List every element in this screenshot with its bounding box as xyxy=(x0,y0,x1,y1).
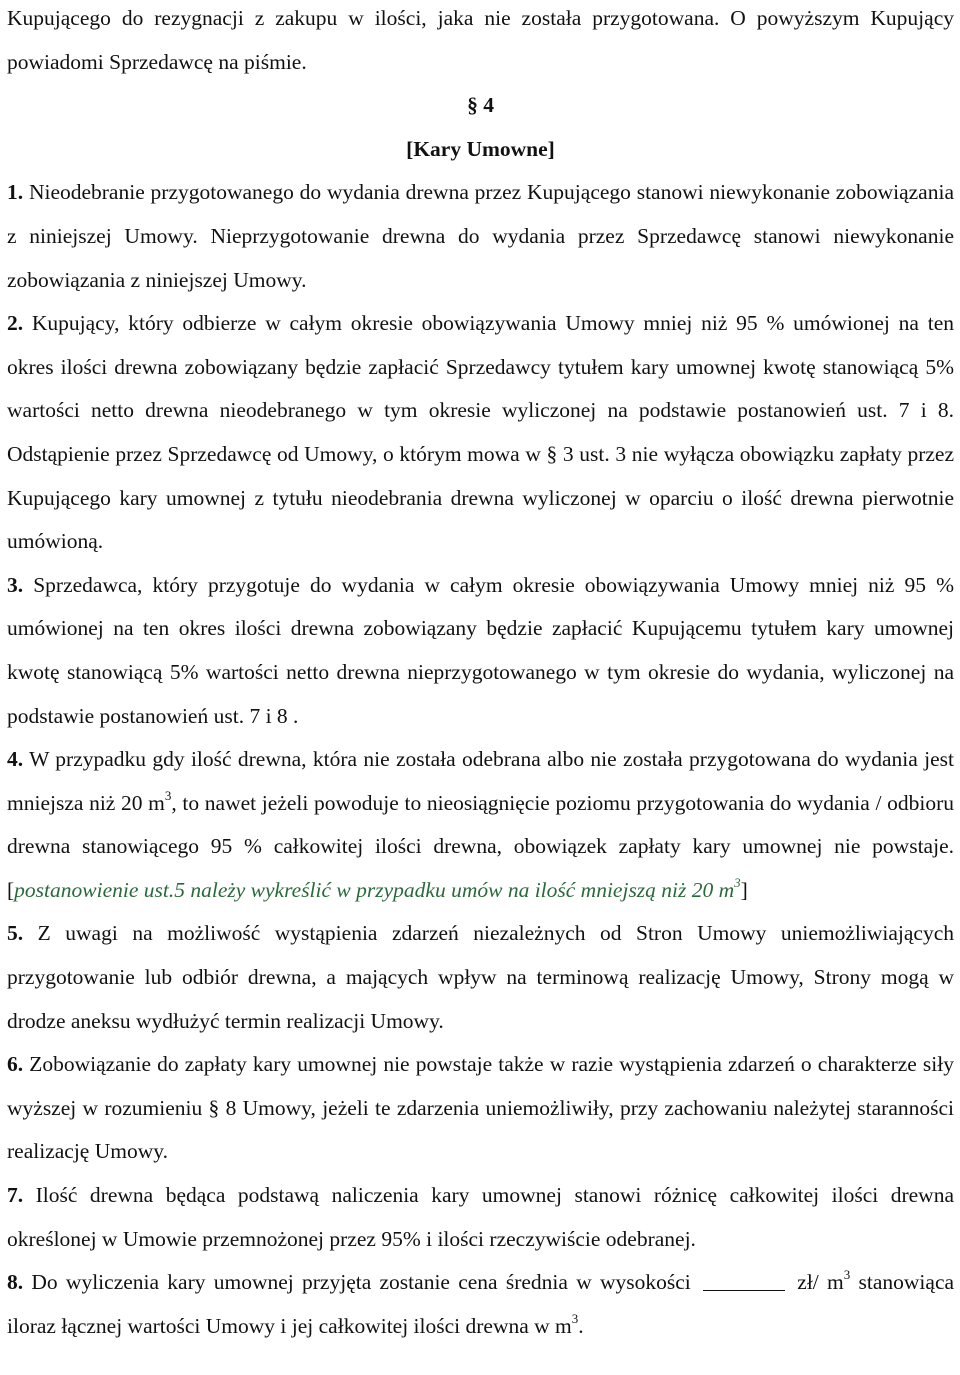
price-unit: zł/ m xyxy=(797,1270,844,1295)
paragraph-text: Kupujący, który odbierze w całym okresie obowiązywania Umowy mniej niż 95 % umówionej na ten okres ilości drewna zobowiązany będzie zapłacić Sprzedawcy tytułem kary umownej kwotę stanowiącą 5% wartości netto drewna nieodebranego w tym okresie wyliczonej na podstawie postanowień ust. 7 i 8. Odstąpienie przez Sprzedawcę od Umowy, o którym mowa w § 3 ust. 3 nie wyłącza obowiązku zapłaty przez Kupującego kary umownej z tytułu nieodebrania drewna wyliczonej w oparciu o ilość drewna pierwotnie umówioną. xyxy=(7,311,954,554)
paragraph-number: 8. xyxy=(7,1270,24,1295)
paragraph-number: 2. xyxy=(7,311,24,336)
paragraph-5 xyxy=(7,912,954,1043)
editorial-note-open: [ xyxy=(7,877,15,902)
superscript: 3 xyxy=(164,787,172,803)
paragraph-number: 5. xyxy=(7,921,24,946)
section-number: § 4 xyxy=(467,93,494,118)
paragraph-number: 6. xyxy=(7,1052,24,1077)
paragraph-text: Zobowiązanie do zapłaty kary umownej nie powstaje także w razie wystąpienia zdarzeń o charakterze siły wyższej w rozumieniu § 8 Umowy, jeżeli te zdarzenia uniemożliwiły, przy zachowaniu należytej staranności realizację Umowy. xyxy=(7,1052,954,1164)
price-blank-field xyxy=(703,1269,785,1292)
paragraph-text-continued: , to nawet jeżeli powoduje to nieosiągnięcie poziomu przygotowania do wydania / odbioru drewna stanowiącego 95 % całkowitej ilości drewna, obowiązek zapłaty kary umownej nie powstaje. xyxy=(7,790,954,859)
editorial-note-superscript: 3 xyxy=(734,874,741,890)
paragraph-text: Do wyliczenia kary umownej przyjęta zostanie cena średnia w wysokości xyxy=(31,1270,691,1295)
section-title: [Kary Umowne] xyxy=(406,136,555,161)
paragraph-text-continued: stanowiąca iloraz łącznej wartości Umowy i jej całkowitej ilości drewna w m xyxy=(7,1270,955,1338)
paragraph-3 xyxy=(7,564,954,738)
paragraph-1 xyxy=(7,171,954,302)
paragraph-number: 7. xyxy=(7,1183,24,1208)
paragraph-8 xyxy=(7,1261,954,1348)
paragraph-number: 3. xyxy=(7,572,24,597)
superscript: 3 xyxy=(843,1267,851,1283)
paragraph-text: Sprzedawca, który przygotuje do wydania w całym okresie obowiązywania Umowy mniej niż 95 % umówionej na ten okres ilości drewna zobowiązany będzie zapłacić Kupującemu tytułem kary umownej kwotę stanowiącą 5% wartości netto drewna nieprzygotowanego w tym okresie do wydania, wyliczonej na podstawie postanowień ust. 7 i 8 . xyxy=(7,572,955,728)
paragraph-2 xyxy=(7,302,954,564)
editorial-note-close: ] xyxy=(740,877,748,902)
paragraph-4 xyxy=(7,738,954,912)
paragraph-end: . xyxy=(578,1313,584,1338)
paragraph-text: Z uwagi na możliwość wystąpienia zdarzeń niezależnych od Stron Umowy uniemożliwiających przygotowanie lub odbiór drewna, a mających wpływ na terminową realizację Umowy, Strony mogą w drodze aneksu wydłużyć termin realizacji Umowy. xyxy=(7,921,955,1033)
paragraph-number: 1. xyxy=(7,180,24,205)
paragraph-text: Ilość drewna będąca podstawą naliczenia kary umownej stanowi różnicę całkowitej ilości drewna określonej w Umowie przemnożonej przez 95% i ilości rzeczywiście odebranej. xyxy=(7,1183,955,1251)
superscript: 3 xyxy=(571,1310,579,1326)
paragraph-text: W przypadku gdy ilość drewna, która nie została odebrana albo nie została przygotowana do wydania jest mniejsza niż 20 m xyxy=(7,747,954,815)
paragraph-7 xyxy=(7,1174,954,1261)
editorial-note: postanowienie ust.5 należy wykreślić w przypadku umów na ilość mniejszą niż 20 m xyxy=(14,877,735,902)
paragraph-6 xyxy=(7,1043,954,1174)
paragraph-text: Nieodebranie przygotowanego do wydania drewna przez Kupującego stanowi niewykonanie zobowiązania z niniejszej Umowy. Nieprzygotowanie drewna do wydania przez Sprzedawcę stanowi niewykonanie zobowiązania z niniejszej Umowy. xyxy=(7,180,954,292)
intro-paragraph: Kupującego do rezygnacji z zakupu w ilości, jaka nie została przygotowana. O powyższym Kupujący powiadomi Sprzedawcę na piśmie. xyxy=(7,6,954,74)
paragraph-number: 4. xyxy=(7,747,24,772)
